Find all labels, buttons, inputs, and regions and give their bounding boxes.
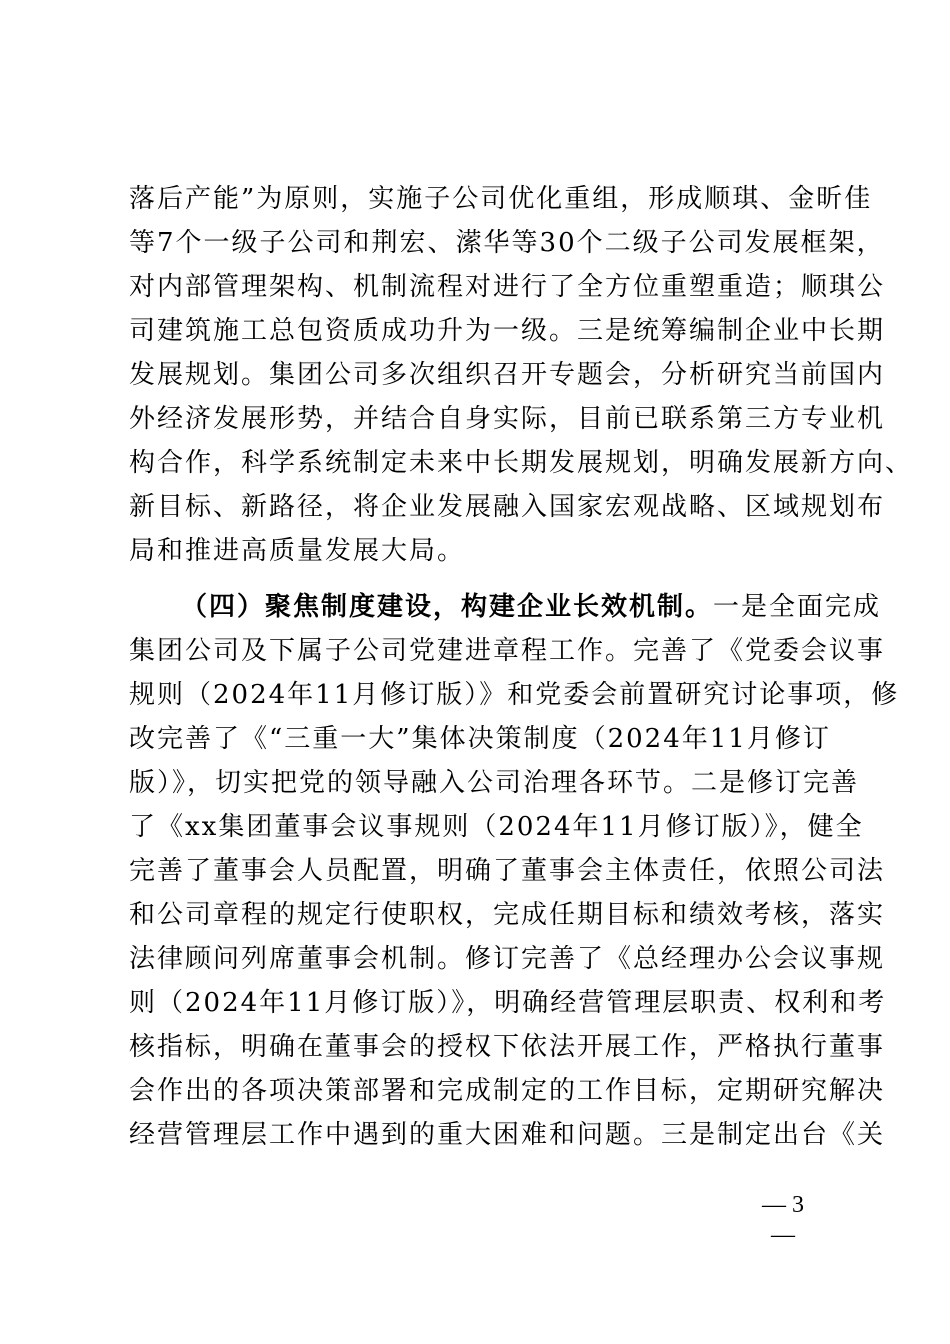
body-text-line: 司建筑施工总包资质成功升为一级。三是统筹编制企业中长期: [129, 316, 886, 346]
body-text-line: 经营管理层工作中遇到的重大困难和问题。三是制定出台《关: [129, 1120, 886, 1150]
body-text-line: 外经济发展形势，并结合自身实际，目前已联系第三方专业机: [129, 404, 886, 434]
body-text-line: 改完善了《“三重一大”集体决策制度（2024年11月修订: [129, 724, 831, 754]
body-text-line: 法律顾问列席董事会机制。修订完善了《总经理办公会议事规: [129, 944, 886, 974]
body-text-line: 发展规划。集团公司多次组织召开专题会，分析研究当前国内: [129, 360, 886, 390]
body-text-line: 落后产能”为原则，实施子公司优化重组，形成顺琪、金昕佳: [129, 184, 873, 214]
body-text-line: 等7个一级子公司和荆宏、潆华等30个二级子公司发展框架，: [129, 228, 885, 258]
body-text-span: 一是全面完成: [713, 592, 882, 622]
body-text-line: 版）》，切实把党的领导融入公司治理各环节。二是修订完善: [129, 768, 860, 798]
body-text-line: 则（2024年11月修订版）》，明确经营管理层职责、权利和考: [129, 988, 887, 1018]
body-text-line: 完善了董事会人员配置，明确了董事会主体责任，依照公司法: [129, 856, 886, 886]
body-text-line: 集团公司及下属子公司党建进章程工作。完善了《党委会议事: [129, 636, 886, 666]
body-text-line: 了《xx集团董事会议事规则（2024年11月修订版）》，健全: [129, 812, 864, 842]
body-text-line: 对内部管理架构、机制流程对进行了全方位重塑重造；顺琪公: [129, 272, 886, 302]
section-heading: （四）聚焦制度建设，构建企业长效机制。: [181, 592, 714, 622]
body-text-line: 核指标，明确在董事会的授权下依法开展工作，严格执行董事: [129, 1032, 886, 1062]
body-text-line: 新目标、新路径，将企业发展融入国家宏观战略、区域规划布: [129, 492, 886, 522]
body-text-line: 和公司章程的规定行使职权，完成任期目标和绩效考核，落实: [129, 900, 886, 930]
body-text-line: 规则（2024年11月修订版）》和党委会前置研究讨论事项，修: [129, 680, 900, 710]
page-number: — 3 —: [762, 1192, 804, 1248]
body-text-line: 会作出的各项决策部署和完成制定的工作目标，定期研究解决: [129, 1076, 886, 1106]
body-text-line: 构合作，科学系统制定未来中长期发展规划，明确发展新方向、: [129, 448, 914, 478]
body-text-line: 局和推进高质量发展大局。: [129, 536, 466, 566]
section-first-line: [181, 585, 882, 629]
